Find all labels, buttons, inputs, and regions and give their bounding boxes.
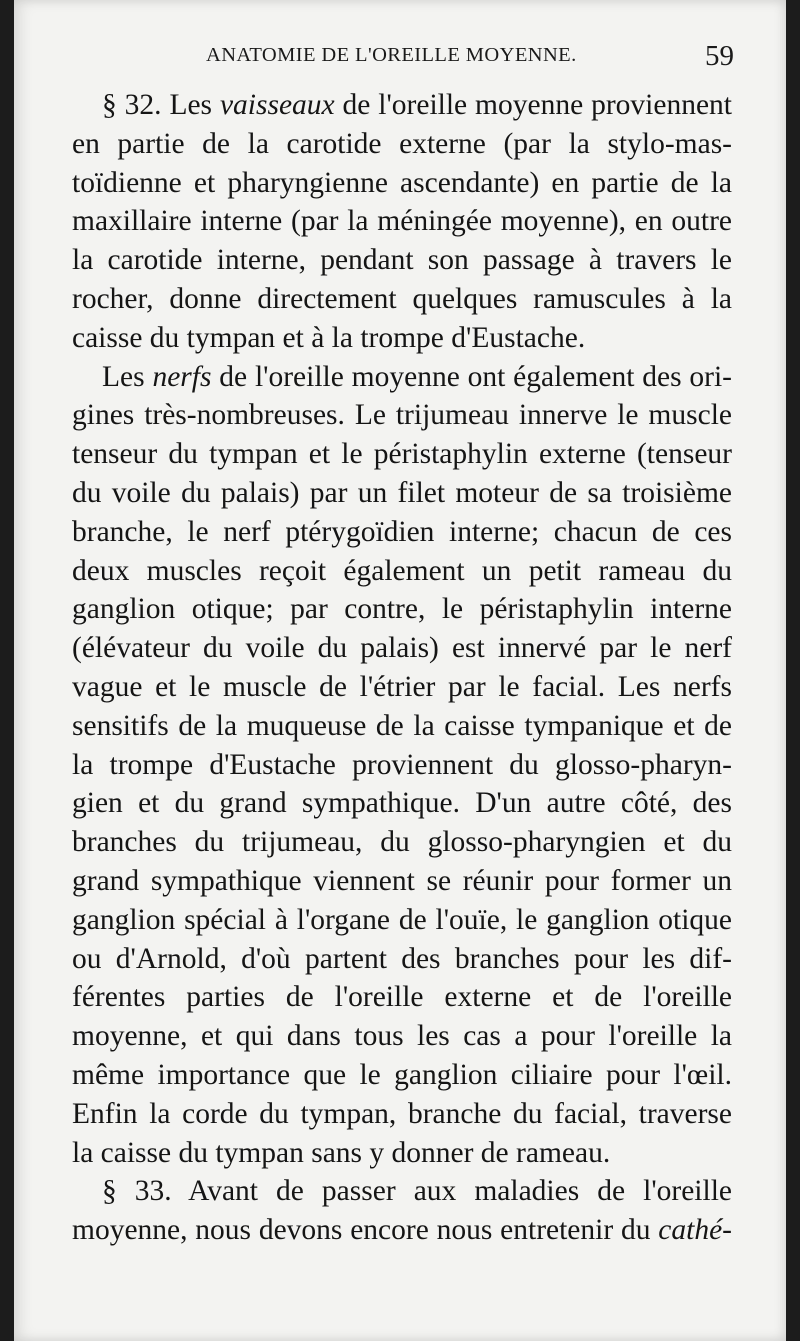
text-line: ganglion otique; par contre, le péristaphylin interne <box>72 593 732 626</box>
text-line: Les nerfs de l'oreille moyenne ont également des ori- <box>102 360 732 393</box>
text-line: grand sympathique viennent se réunir pour former un <box>72 864 732 897</box>
text-line: rocher, donne directement quelques ramuscules à la <box>72 282 732 315</box>
text-line: en partie de la carotide externe (par la stylo-mas- <box>72 127 732 160</box>
text-line: même importance que le ganglion ciliaire pour l'œil. <box>72 1058 732 1091</box>
text-line: vague et le muscle de l'étrier par le facial. Les nerfs <box>72 670 732 703</box>
running-title: ANATOMIE DE L'OREILLE MOYENNE. <box>206 44 577 66</box>
text-line: gien et du grand sympathique. D'un autre côté, des <box>72 787 732 820</box>
text-line: deux muscles reçoit également un petit rameau du <box>72 554 732 587</box>
text-line: la carotide interne, pendant son passage à travers le <box>72 244 732 277</box>
body-text <box>72 86 732 1250</box>
text-line: (élévateur du voile du palais) est innervé par le nerf <box>72 632 732 665</box>
text-line: branches du trijumeau, du glosso-pharyngien et du <box>72 826 732 859</box>
text-line: moyenne, nous devons encore nous entretenir du cathé- <box>72 1214 732 1247</box>
text-line: ganglion spécial à l'organe de l'ouïe, le ganglion otique <box>72 903 732 936</box>
book-page <box>14 0 786 1341</box>
text-line: toïdienne et pharyngienne ascendante) en partie de la <box>72 166 732 199</box>
text-line: moyenne, et qui dans tous les cas a pour l'oreille la <box>72 1020 732 1053</box>
text-line: sensitifs de la muqueuse de la caisse tympanique et de <box>72 709 732 742</box>
text-line: tenseur du tympan et le péristaphylin externe (tenseur <box>72 438 732 471</box>
text-line: du voile du palais) par un filet moteur de sa troisième <box>72 476 732 509</box>
page-number: 59 <box>705 40 734 72</box>
text-line: maxillaire interne (par la méningée moyenne), en outre <box>72 205 732 238</box>
text-line: § 33. Avant de passer aux maladies de l'oreille <box>102 1175 732 1208</box>
text-line: ou d'Arnold, d'où partent des branches pour les dif- <box>72 942 732 975</box>
text-line: caisse du tympan et à la trompe d'Eustache. <box>72 321 586 354</box>
text-line: Enfin la corde du tympan, branche du facial, traverse <box>72 1097 732 1130</box>
text-line: § 32. Les vaisseaux de l'oreille moyenne proviennent <box>102 89 732 121</box>
text-line: férentes parties de l'oreille externe et de l'oreille <box>72 981 732 1014</box>
text-line: la caisse du tympan sans y donner de rameau. <box>72 1136 611 1169</box>
page-header <box>14 40 786 76</box>
text-line: branche, le nerf ptérygoïdien interne; chacun de ces <box>72 515 732 548</box>
text-line: gines très-nombreuses. Le trijumeau innerve le muscle <box>72 399 732 432</box>
text-line: la trompe d'Eustache proviennent du glosso-pharyn- <box>72 748 732 781</box>
